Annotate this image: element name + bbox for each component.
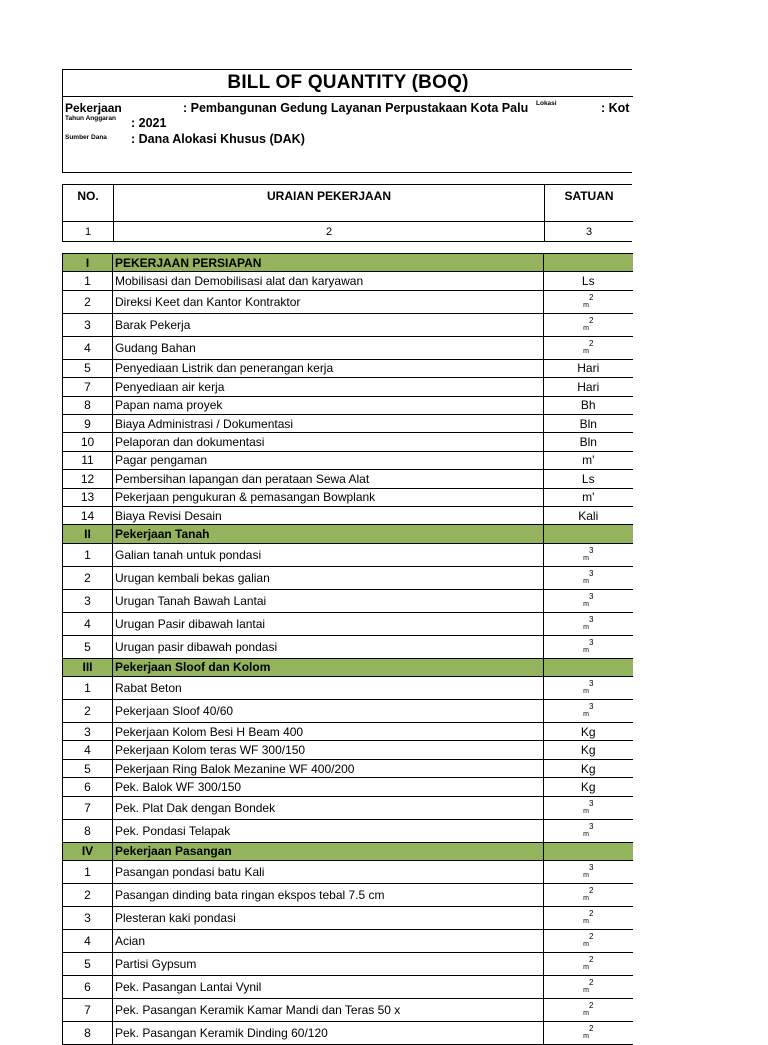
- row-number: 1: [63, 677, 113, 700]
- row-number: 3: [63, 723, 113, 741]
- table-row: [63, 723, 633, 741]
- sumber-dana-label: Sumber Dana: [65, 134, 107, 141]
- item-unit: Hari: [544, 378, 633, 396]
- table-row: [63, 506, 633, 524]
- item-description: Papan nama proyek: [113, 396, 544, 414]
- section-row: [63, 842, 633, 860]
- unit-base: m: [583, 830, 589, 838]
- table-row: [63, 566, 633, 589]
- unit-exponent: 2: [588, 1001, 594, 1011]
- item-unit: [544, 589, 633, 612]
- lokasi-label: Lokasi: [536, 100, 557, 107]
- unit-exponent: 3: [588, 545, 594, 555]
- row-number: 2: [63, 566, 113, 589]
- item-description: Pasangan dinding bata ringan ekspos tebal 7.5 cm: [113, 884, 544, 907]
- table-row: [63, 635, 633, 658]
- unit-base: m: [583, 895, 589, 903]
- item-description: Pek. Pasangan Keramik Dinding 60/120: [113, 1022, 544, 1045]
- table-row: [63, 470, 633, 488]
- item-unit: [544, 953, 633, 976]
- item-unit: [544, 635, 633, 658]
- item-unit: [544, 976, 633, 999]
- table-row: [63, 488, 633, 506]
- unit-exponent: 2: [588, 338, 594, 348]
- item-unit: [544, 884, 633, 907]
- unit-exponent: 2: [588, 886, 594, 896]
- row-number: 4: [63, 336, 113, 359]
- unit-base: m: [583, 301, 589, 309]
- row-number: 1: [63, 272, 113, 290]
- document-title: BILL OF QUANTITY (BOQ): [63, 70, 633, 97]
- table-row: [63, 700, 633, 723]
- section-row: [63, 658, 633, 676]
- item-unit: m': [544, 488, 633, 506]
- item-description: Pagar pengaman: [113, 451, 544, 469]
- row-number: 7: [63, 378, 113, 396]
- row-number: 5: [63, 359, 113, 377]
- col-uraian-index: 2: [325, 226, 333, 238]
- item-description: Urugan pasir dibawah pondasi: [113, 635, 544, 658]
- col-no-header: NO.: [77, 189, 99, 203]
- tahun-anggaran-value: : 2021: [131, 116, 167, 130]
- unit-exponent: 3: [588, 821, 594, 831]
- row-number: 2: [63, 290, 113, 313]
- item-description: Pekerjaan pengukuran & pemasangan Bowplank: [113, 488, 544, 506]
- unit-exponent: 3: [588, 863, 594, 873]
- item-description: Pek. Plat Dak dengan Bondek: [113, 796, 544, 819]
- item-unit: [544, 819, 633, 842]
- row-number: 7: [63, 999, 113, 1022]
- unit-base: m: [583, 941, 589, 949]
- unit-base: m: [583, 872, 589, 880]
- item-unit: [544, 658, 633, 676]
- item-unit: [544, 290, 633, 313]
- table-row: [63, 451, 633, 469]
- boq-sheet: [62, 69, 632, 1041]
- item-unit: [544, 254, 633, 272]
- item-unit: [544, 930, 633, 953]
- item-unit: Hari: [544, 359, 633, 377]
- row-number: 3: [63, 313, 113, 336]
- item-description: Pembersihan lapangan dan perataan Sewa Alat: [113, 470, 544, 488]
- item-description: Mobilisasi dan Demobilisasi alat dan karyawan: [113, 272, 544, 290]
- item-description: Barak Pekerja: [113, 313, 544, 336]
- item-description: Pasangan pondasi batu Kali: [113, 861, 544, 884]
- item-description: Pek. Pasangan Lantai Vynil: [113, 976, 544, 999]
- item-description: Pekerjaan Ring Balok Mezanine WF 400/200: [113, 759, 544, 777]
- item-description: Gudang Bahan: [113, 336, 544, 359]
- row-number: 5: [63, 759, 113, 777]
- unit-exponent: 3: [588, 798, 594, 808]
- table-row: [63, 999, 633, 1022]
- item-unit: m': [544, 451, 633, 469]
- row-number: 2: [63, 884, 113, 907]
- table-row: [63, 907, 633, 930]
- sumber-dana-value: : Dana Alokasi Khusus (DAK): [131, 132, 305, 146]
- unit-base: m: [583, 1033, 589, 1041]
- row-number: 8: [63, 396, 113, 414]
- row-number: 12: [63, 470, 113, 488]
- unit-base: m: [583, 623, 589, 631]
- unit-base: m: [583, 964, 589, 972]
- item-description: Biaya Administrasi / Dokumentasi: [113, 414, 544, 432]
- table-row: [63, 884, 633, 907]
- table-row: [63, 861, 633, 884]
- section-title: Pekerjaan Sloof dan Kolom: [113, 658, 544, 676]
- item-description: Pekerjaan Sloof 40/60: [113, 700, 544, 723]
- section-title: PEKERJAAN PERSIAPAN: [113, 254, 544, 272]
- item-unit: [544, 861, 633, 884]
- unit-exponent: 3: [588, 637, 594, 647]
- unit-exponent: 2: [588, 315, 594, 325]
- row-number: 6: [63, 976, 113, 999]
- row-number: 8: [63, 819, 113, 842]
- item-description: Penyediaan air kerja: [113, 378, 544, 396]
- item-unit: [544, 525, 633, 543]
- column-header: [62, 184, 632, 242]
- unit-base: m: [583, 807, 589, 815]
- tahun-anggaran-label: Tahun Anggaran: [65, 115, 116, 122]
- row-number: 2: [63, 700, 113, 723]
- item-unit: [544, 543, 633, 566]
- table-row: [63, 1022, 633, 1045]
- item-description: Pekerjaan Kolom teras WF 300/150: [113, 741, 544, 759]
- item-unit: [544, 677, 633, 700]
- row-number: 4: [63, 930, 113, 953]
- item-unit: Bh: [544, 396, 633, 414]
- document-header: [62, 69, 632, 173]
- item-description: Urugan Tanah Bawah Lantai: [113, 589, 544, 612]
- table-row: [63, 313, 633, 336]
- table-row: [63, 378, 633, 396]
- col-no-index: 1: [84, 226, 92, 238]
- unit-exponent: 2: [588, 292, 594, 302]
- item-description: Pek. Pasangan Keramik Kamar Mandi dan Teras 50 x: [113, 999, 544, 1022]
- row-number: 10: [63, 433, 113, 451]
- unit-base: m: [583, 711, 589, 719]
- row-number: IV: [63, 842, 113, 860]
- unit-base: m: [583, 600, 589, 608]
- item-description: Acian: [113, 930, 544, 953]
- row-number: 3: [63, 907, 113, 930]
- pekerjaan-value: : Pembangunan Gedung Layanan Perpustakaan Kota Palu: [183, 101, 529, 115]
- table-row: [63, 414, 633, 432]
- item-unit: Ls: [544, 470, 633, 488]
- row-number: III: [63, 658, 113, 676]
- unit-base: m: [583, 918, 589, 926]
- row-number: 5: [63, 953, 113, 976]
- item-unit: Bln: [544, 414, 633, 432]
- row-number: 1: [63, 861, 113, 884]
- col-satuan-header: SATUAN: [564, 189, 614, 203]
- table-row: [63, 336, 633, 359]
- section-title: Pekerjaan Tanah: [113, 525, 544, 543]
- item-unit: [544, 1022, 633, 1045]
- row-number: 8: [63, 1022, 113, 1045]
- row-number: 4: [63, 741, 113, 759]
- lokasi-value: : Kot: [601, 101, 630, 115]
- row-number: I: [63, 254, 113, 272]
- item-unit: [544, 336, 633, 359]
- item-description: Urugan Pasir dibawah lantai: [113, 612, 544, 635]
- item-unit: Kali: [544, 506, 633, 524]
- item-description: Biaya Revisi Desain: [113, 506, 544, 524]
- table-row: [63, 359, 633, 377]
- item-unit: Ls: [544, 272, 633, 290]
- table-row: [63, 612, 633, 635]
- table-row: [63, 778, 633, 796]
- unit-base: m: [583, 987, 589, 995]
- unit-exponent: 3: [588, 679, 594, 689]
- table-row: [63, 543, 633, 566]
- row-number: 11: [63, 451, 113, 469]
- pekerjaan-label: Pekerjaan: [65, 101, 122, 115]
- table-row: [63, 759, 633, 777]
- unit-exponent: 2: [588, 955, 594, 965]
- row-number: 9: [63, 414, 113, 432]
- item-description: Partisi Gypsum: [113, 953, 544, 976]
- item-unit: [544, 842, 633, 860]
- item-description: Pekerjaan Kolom Besi H Beam 400: [113, 723, 544, 741]
- table-row: [63, 396, 633, 414]
- section-title: Pekerjaan Pasangan: [113, 842, 544, 860]
- item-unit: [544, 313, 633, 336]
- unit-base: m: [583, 688, 589, 696]
- table-row: [63, 272, 633, 290]
- table-row: [63, 819, 633, 842]
- unit-exponent: 3: [588, 568, 594, 578]
- table-row: [63, 953, 633, 976]
- item-description: Direksi Keet dan Kantor Kontraktor: [113, 290, 544, 313]
- section-row: [63, 525, 633, 543]
- item-unit: Bln: [544, 433, 633, 451]
- unit-base: m: [583, 577, 589, 585]
- item-description: Rabat Beton: [113, 677, 544, 700]
- table-row: [63, 796, 633, 819]
- item-description: Penyediaan Listrik dan penerangan kerja: [113, 359, 544, 377]
- col-satuan-index: 3: [585, 226, 593, 238]
- unit-exponent: 2: [588, 1024, 594, 1034]
- table-row: [63, 930, 633, 953]
- boq-table-body: [63, 254, 633, 1045]
- item-unit: Kg: [544, 778, 633, 796]
- item-description: Galian tanah untuk pondasi: [113, 543, 544, 566]
- item-description: Urugan kembali bekas galian: [113, 566, 544, 589]
- table-row: [63, 741, 633, 759]
- item-description: Pek. Balok WF 300/150: [113, 778, 544, 796]
- item-description: Pek. Pondasi Telapak: [113, 819, 544, 842]
- unit-base: m: [583, 324, 589, 332]
- unit-exponent: 2: [588, 932, 594, 942]
- item-unit: [544, 566, 633, 589]
- unit-exponent: 3: [588, 591, 594, 601]
- unit-exponent: 2: [588, 978, 594, 988]
- item-unit: Kg: [544, 759, 633, 777]
- row-number: 4: [63, 612, 113, 635]
- item-description: Pelaporan dan dokumentasi: [113, 433, 544, 451]
- row-number: II: [63, 525, 113, 543]
- row-number: 5: [63, 635, 113, 658]
- item-unit: [544, 796, 633, 819]
- unit-base: m: [583, 1010, 589, 1018]
- col-uraian-header: URAIAN PEKERJAAN: [266, 189, 391, 203]
- table-row: [63, 976, 633, 999]
- item-unit: Kg: [544, 741, 633, 759]
- row-number: 3: [63, 589, 113, 612]
- unit-exponent: 2: [588, 909, 594, 919]
- row-number: 6: [63, 778, 113, 796]
- unit-exponent: 3: [588, 702, 594, 712]
- table-row: [63, 677, 633, 700]
- unit-base: m: [583, 554, 589, 562]
- table-row: [63, 589, 633, 612]
- table-row: [63, 433, 633, 451]
- item-unit: [544, 999, 633, 1022]
- item-unit: [544, 907, 633, 930]
- unit-base: m: [583, 646, 589, 654]
- item-unit: Kg: [544, 723, 633, 741]
- row-number: 13: [63, 488, 113, 506]
- item-unit: [544, 612, 633, 635]
- unit-exponent: 3: [588, 614, 594, 624]
- table-row: [63, 290, 633, 313]
- boq-table: [62, 253, 633, 1045]
- item-unit: [544, 700, 633, 723]
- item-description: Plesteran kaki pondasi: [113, 907, 544, 930]
- row-number: 14: [63, 506, 113, 524]
- row-number: 7: [63, 796, 113, 819]
- row-number: 1: [63, 543, 113, 566]
- section-row: [63, 254, 633, 272]
- unit-base: m: [583, 347, 589, 355]
